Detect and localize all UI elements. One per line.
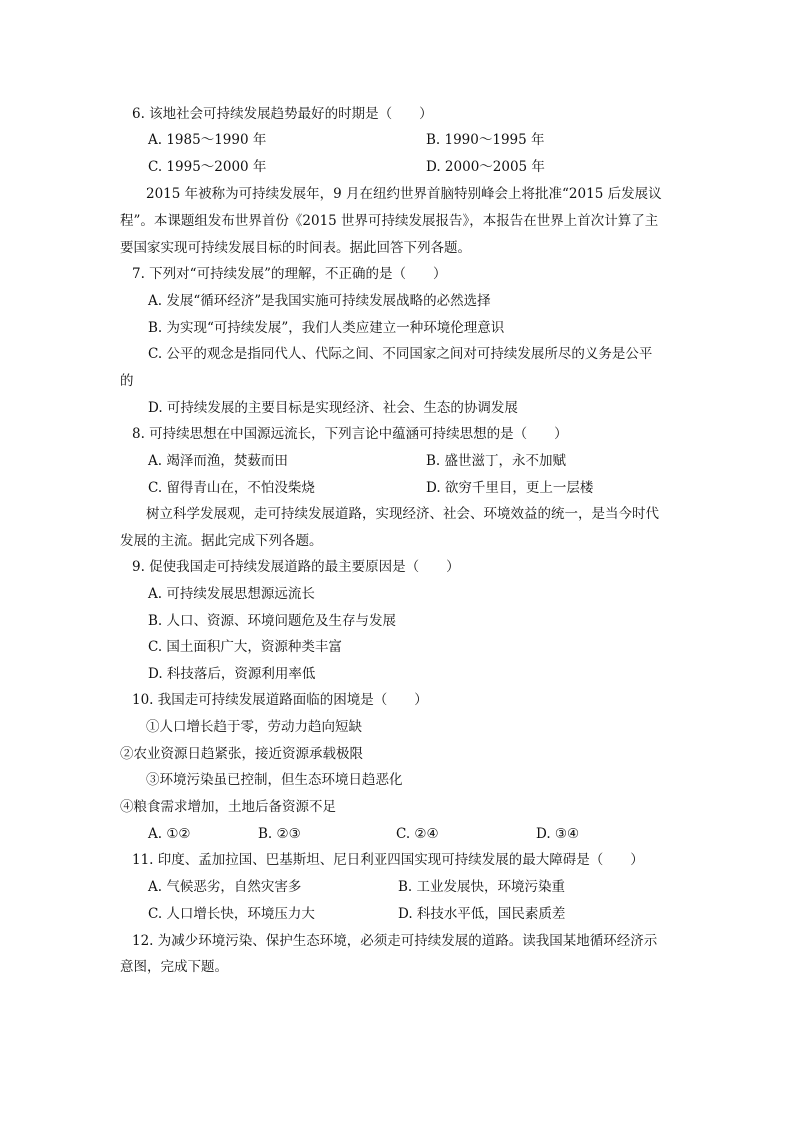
- question-7-option-b: B. 为实现“可持续发展”，我们人类应建立一种环境伦理意识: [148, 320, 505, 336]
- question-8-stem: 8. 可持续思想在中国源远流长，下列言论中蕴涵可持续思想的是（ ）: [132, 426, 568, 442]
- question-9-option-a: A. 可持续发展思想源远流长: [148, 586, 315, 602]
- question-11-option-b: B. 工业发展快，环境污染重: [398, 879, 566, 895]
- question-9-option-d: D. 科技落后，资源利用率低: [148, 666, 316, 682]
- question-10-item-4: ④粮食需求增加，土地后备资源不足: [120, 799, 336, 815]
- question-10-option-b: B. ②③: [258, 826, 301, 842]
- question-9-stem: 9. 促使我国走可持续发展道路的最主要原因是（ ）: [132, 559, 460, 575]
- question-11-option-a: A. 气候恶劣，自然灾害多: [148, 879, 302, 895]
- question-6-option-a: A. 1985～1990 年: [148, 132, 267, 148]
- passage-2-line-1: 树立科学发展观，走可持续发展道路，实现经济、社会、环境效益的统一，是当今时代: [146, 506, 659, 522]
- question-11-option-c: C. 人口增长快，环境压力大: [148, 906, 315, 922]
- question-8-option-b: B. 盛世滋丁，永不加赋: [426, 453, 567, 469]
- question-8-option-a: A. 竭泽而渔，焚薮而田: [148, 453, 288, 469]
- question-10-option-a: A. ①②: [148, 826, 191, 842]
- question-6-option-b: B. 1990～1995 年: [426, 132, 545, 148]
- question-11-option-d: D. 科技水平低，国民素质差: [398, 906, 566, 922]
- question-8-option-c: C. 留得青山在，不怕没柴烧: [148, 480, 315, 496]
- question-10-item-3: ③环境污染虽已控制，但生态环境日趋恶化: [146, 772, 403, 788]
- question-10-item-1: ①人口增长趋于零，劳动力趋向短缺: [146, 719, 362, 735]
- question-7-option-c: C. 公平的观念是指同代人、代际之间、不同国家之间对可持续发展所尽的义务是公平: [148, 346, 653, 362]
- question-9-option-b: B. 人口、资源、环境问题危及生存与发展: [148, 613, 397, 629]
- passage-1-line-1: 2015 年被称为可持续发展年，9 月在纽约世界首脑特别峰会上将批准“2015 后发展议: [146, 186, 662, 202]
- question-10-stem: 10. 我国走可持续发展道路面临的困境是（ ）: [132, 692, 428, 708]
- question-6-stem: 6. 该地社会可持续发展趋势最好的时期是（ ）: [132, 106, 433, 122]
- question-7-option-d: D. 可持续发展的主要目标是实现经济、社会、生态的协调发展: [148, 400, 518, 416]
- question-10-item-2: ②农业资源日趋紧张，接近资源承载极限: [120, 746, 363, 762]
- question-12-stem-line-1: 12. 为减少环境污染、保护生态环境，必须走可持续发展的道路。读我国某地循环经济示: [132, 933, 658, 949]
- passage-1-line-2: 程”。本课题组发布世界首份《2015 世界可持续发展报告》，本报告在世界上首次计算了主: [120, 213, 659, 229]
- question-12-stem-line-2: 意图，完成下题。: [120, 959, 228, 975]
- question-6-option-d: D. 2000～2005 年: [426, 159, 545, 175]
- question-10-option-d: D. ③④: [536, 826, 580, 842]
- passage-2-line-2: 发展的主流。据此完成下列各题。: [120, 533, 323, 549]
- question-10-option-c: C. ②④: [396, 826, 439, 842]
- question-6-option-c: C. 1995～2000 年: [148, 159, 267, 175]
- passage-1-line-3: 要国家实现可持续发展目标的时间表。据此回答下列各题。: [120, 240, 471, 256]
- question-7-option-a: A. 发展“循环经济”是我国实施可持续发展战略的必然选择: [148, 293, 491, 309]
- question-7-stem: 7. 下列对“可持续发展”的理解，不正确的是（ ）: [132, 266, 447, 282]
- question-8-option-d: D. 欲穷千里目，更上一层楼: [426, 480, 594, 496]
- question-9-option-c: C. 国土面积广大，资源种类丰富: [148, 639, 342, 655]
- question-7-option-c-cont: 的: [120, 373, 134, 389]
- question-11-stem: 11. 印度、孟加拉国、巴基斯坦、尼日利亚四国实现可持续发展的最大障碍是（ ）: [132, 852, 644, 868]
